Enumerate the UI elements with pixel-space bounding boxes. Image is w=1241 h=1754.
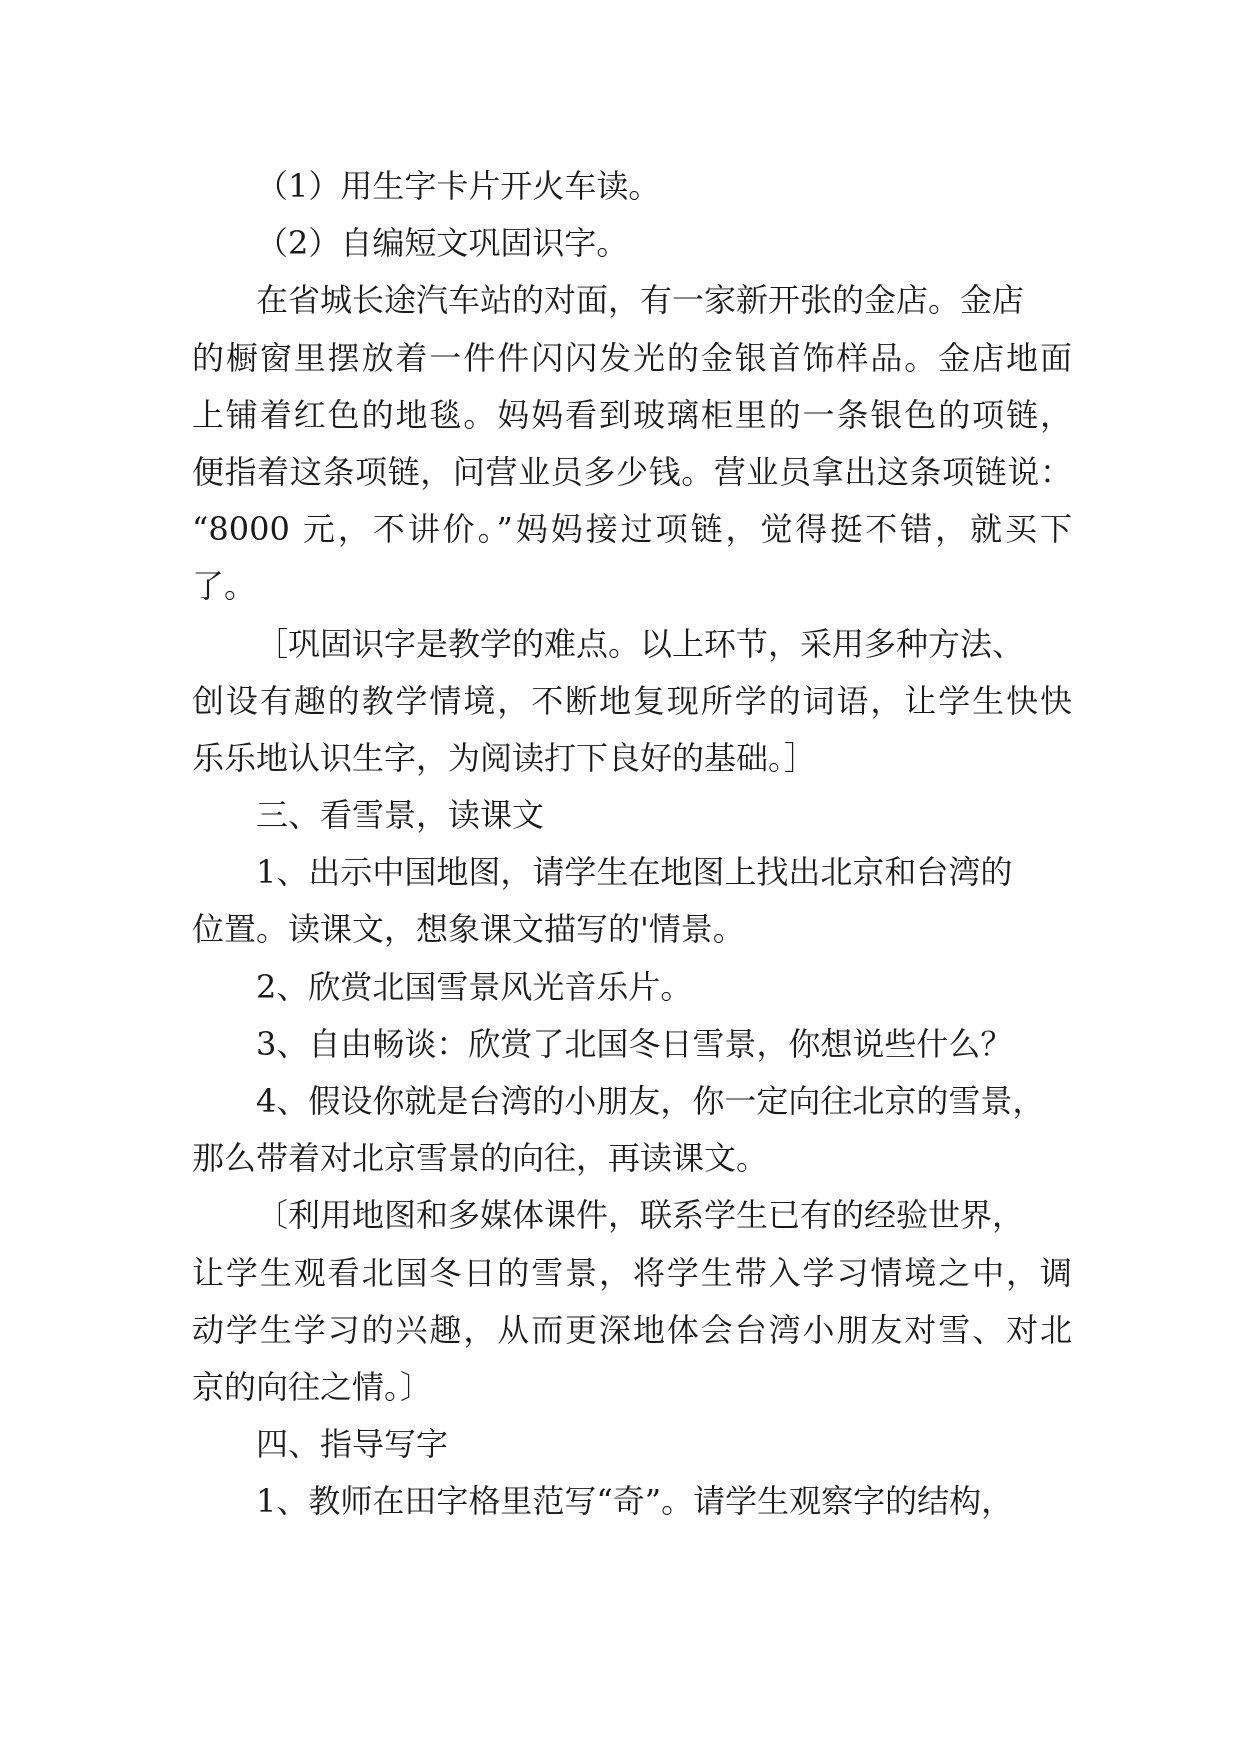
text-line: 动学生学习的兴趣，从而更深地体会台湾小朋友对雪、对北 <box>192 1310 1072 1349</box>
text-line: 那么带着对北京雪景的向往，再读课文。 <box>192 1139 769 1178</box>
text-line: 位置。读课文，想象课文描写的'情景。 <box>192 910 745 949</box>
text-line: 1、出示中国地图，请学生在地图上找出北京和台湾的 <box>256 853 1013 892</box>
text-line: 2、欣赏北国雪景风光音乐片。 <box>256 967 693 1006</box>
text-line: 上铺着红色的地毯。妈妈看到玻璃柜里的一条银色的项链， <box>192 395 1072 434</box>
text-line: 了。 <box>192 567 257 606</box>
text-line: 京的向往之情。〕 <box>192 1367 433 1406</box>
text-line: 的橱窗里摆放着一件件闪闪发光的金银首饰样品。金店地面 <box>192 338 1072 377</box>
text-line: （1）用生字卡片开火车读。 <box>256 167 661 205</box>
section-heading: 四、指导写字 <box>256 1425 449 1464</box>
text-line: 创设有趣的教学情境，不断地复现所学的词语，让学生快快 <box>192 681 1072 720</box>
section-heading: 三、看雪景，读课文 <box>256 796 545 835</box>
text-line: “8000 元，不讲价。”妈妈接过项链，觉得挺不错，就买下 <box>192 510 1072 549</box>
text-line: 便指着这条项链，问营业员多少钱。营业员拿出这条项链说： <box>192 452 1072 491</box>
text-line: 让学生观看北国冬日的雪景，将学生带入学习情境之中，调 <box>192 1253 1072 1292</box>
text-line: 〔利用地图和多媒体课件，联系学生已有的经验世界， <box>256 1196 1025 1235</box>
text-line: 在省城长途汽车站的对面，有一家新开张的金店。金店 <box>256 281 1025 320</box>
text-line: ［巩固识字是教学的难点。以上环节，采用多种方法、 <box>256 624 1025 663</box>
text-line: 4、假设你就是台湾的小朋友，你一定向往北京的雪景， <box>256 1082 1045 1120</box>
text-line: 1、教师在田字格里范写“奇”。请学生观察字的结构， <box>256 1482 1014 1521</box>
text-line: 3、自由畅谈：欣赏了北国冬日雪景，你想说些什么？ <box>256 1024 1013 1063</box>
text-line: 乐乐地认识生字，为阅读打下良好的基础。］ <box>192 738 817 777</box>
text-line: （2）自编短文巩固识字。 <box>256 224 629 263</box>
document-body <box>192 158 1072 1531</box>
